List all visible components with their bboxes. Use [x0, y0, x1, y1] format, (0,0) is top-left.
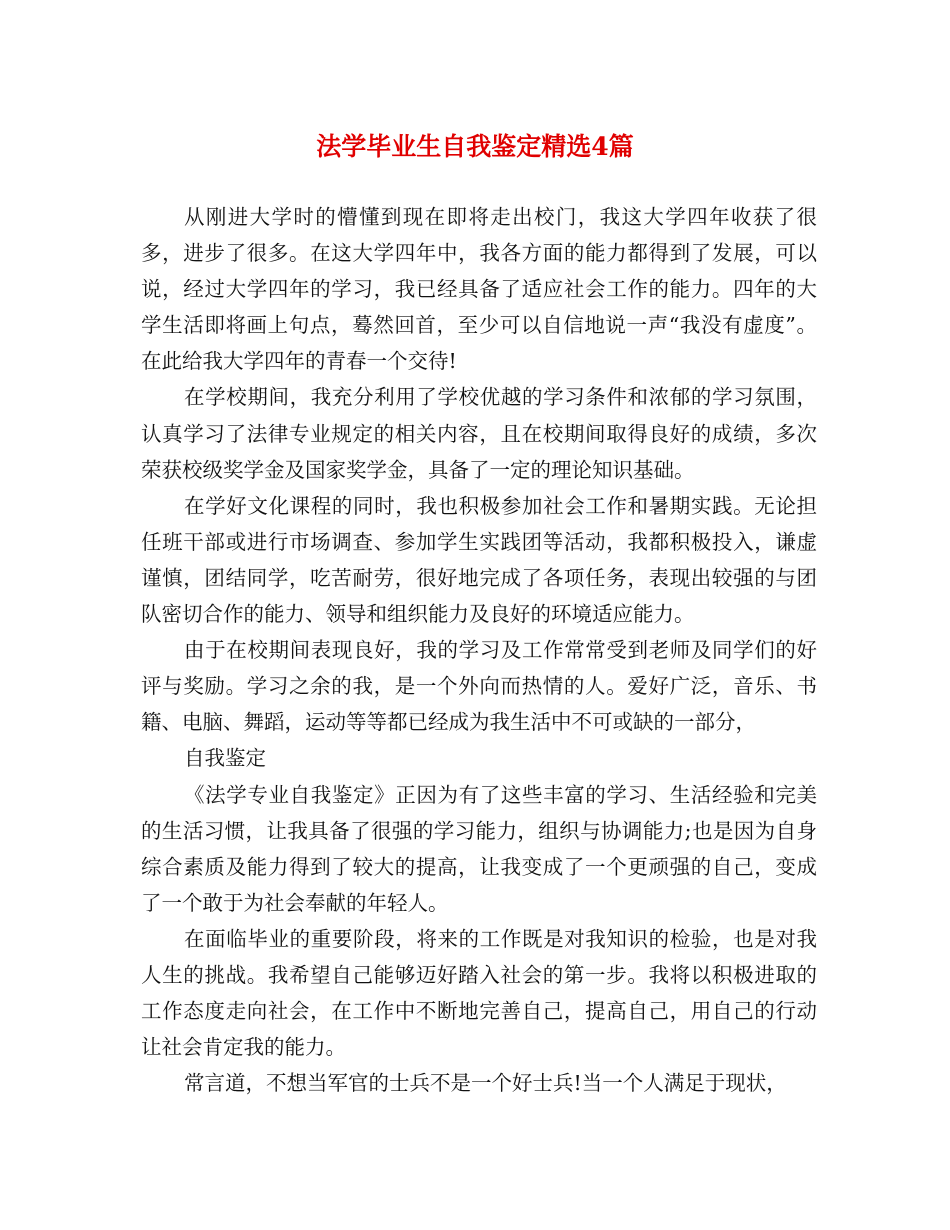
paragraph-summary: 《法学专业自我鉴定》正因为有了这些丰富的学习、生活经验和完美的生活习惯，让我具备了很强的学习能力，组织与协调能力;也是因为自身综合素质及能力得到了较大的提高，让我变成了一个更顽强的自己，变成了一个敢于为社会奉献的年轻人。: [141, 782, 817, 915]
document-title: 法学毕业生自我鉴定精选4篇: [316, 132, 634, 161]
paragraph-hobbies: 由于在校期间表现良好，我的学习及工作常常受到老师及同学们的好评与奖励。学习之余的我，是一个外向而热情的人。爱好广泛，音乐、书籍、电脑、舞蹈，运动等等都已经成为我生活中不可或缺的一部分，: [141, 638, 817, 735]
paragraph-closing: 常言道，不想当军官的士兵不是一个好士兵!当一个人满足于现状，: [184, 1071, 787, 1096]
paragraph-study: 在学校期间，我充分利用了学校优越的学习条件和浓郁的学习氛围，认真学习了法律专业规定的相关内容，且在校期间取得良好的成绩，多次荣获校级奖学金及国家奖学金，具备了一定的理论知识基础。: [141, 385, 817, 482]
paragraph-social-work: 在学好文化课程的同时，我也积极参加社会工作和暑期实践。无论担任班干部或进行市场调查、参加学生实践团等活动，我都积极投入，谦虚谨慎，团结同学，吃苦耐劳，很好地完成了各项任务，表现出较强的与团队密切合作的能力、领导和组织能力及良好的环境适应能力。: [141, 493, 817, 627]
paragraph-intro: 从刚进大学时的懵懂到现在即将走出校门，我这大学四年收获了很多，进步了很多。在这大学四年中，我各方面的能力都得到了发展，可以说，经过大学四年的学习，我已经具备了适应社会工作的能力。四年的大学生活即将画上句点，蓦然回首，至少可以自信地说一声“我没有虚度”。在此给我大学四年的青春一个交待!: [141, 205, 817, 374]
paragraph-graduation: 在面临毕业的重要阶段，将来的工作既是对我知识的检验，也是对我人生的挑战。我希望自己能够迈好踏入社会的第一步。我将以积极进取的工作态度走向社会，在工作中不断地完善自己，提高自己，用自己的行动让社会肯定我的能力。: [141, 926, 817, 1060]
document-body: [141, 199, 817, 1101]
paragraph-subheading: 自我鉴定: [184, 746, 267, 771]
